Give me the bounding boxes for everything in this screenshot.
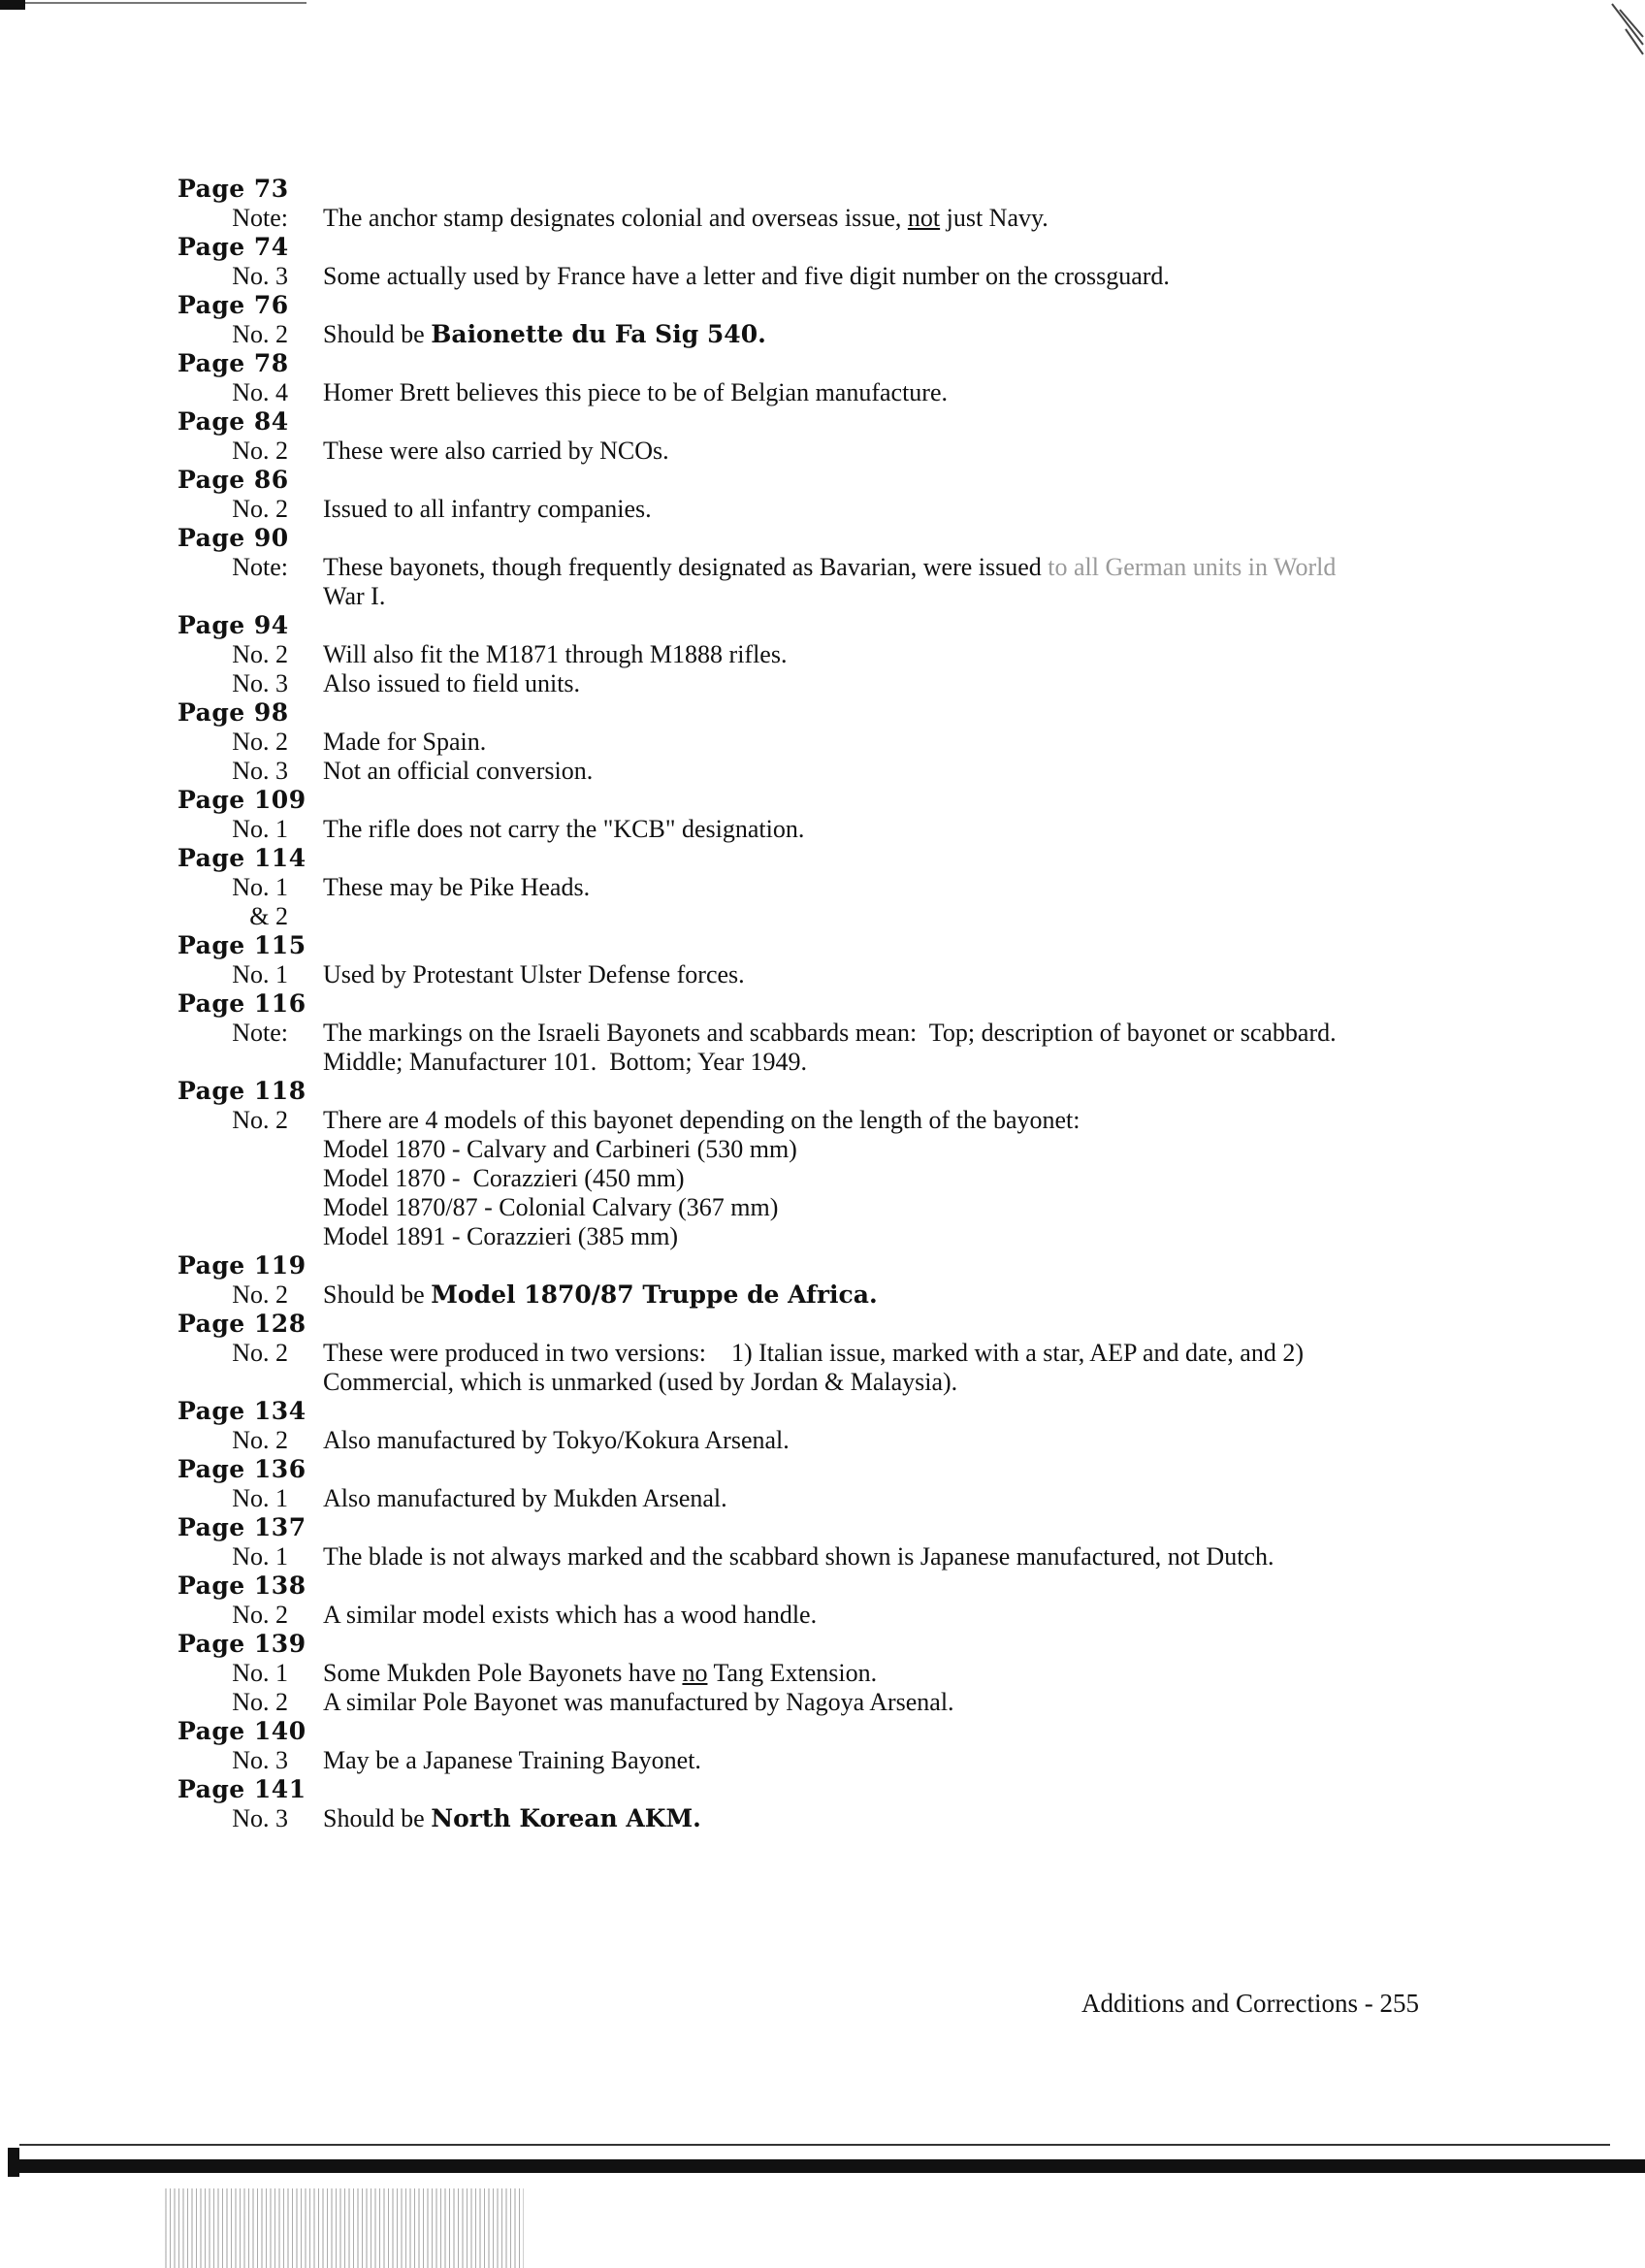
correction-row — [177, 728, 1458, 757]
scan-edge-bottom — [0, 2140, 1645, 2179]
entry — [177, 524, 1458, 611]
correction-row — [177, 960, 1458, 989]
text-segment: Tang Extension. — [707, 1659, 878, 1687]
text-segment: A similar Pole Bayonet was manufactured by Nagoya Arsenal. — [323, 1688, 954, 1716]
correction-text — [323, 1019, 1458, 1048]
item-label: No. 3 — [232, 1746, 288, 1774]
entry — [177, 1077, 1458, 1251]
page-reference: Page 76 — [177, 291, 289, 319]
text-segment: Model 1870 - Corazzieri (450 mm) — [323, 1164, 685, 1192]
item-label — [177, 582, 288, 611]
page-reference: Page 134 — [177, 1397, 306, 1425]
text-segment: May be a Japanese Training Bayonet. — [323, 1746, 701, 1774]
item-label: No. 2 — [232, 495, 288, 523]
entry — [177, 1630, 1458, 1717]
bold-text: Baionette du Fa Sig 540. — [431, 320, 766, 348]
entry — [177, 1310, 1458, 1397]
item-label: Note: — [232, 204, 288, 232]
correction-row — [177, 553, 1458, 582]
text-segment: Model 1891 - Corazzieri (385 mm) — [323, 1222, 679, 1250]
page-reference: Page 115 — [177, 931, 306, 959]
text-segment: Should be — [323, 320, 432, 348]
page-reference: Page 109 — [177, 786, 306, 814]
page-reference: Page 140 — [177, 1717, 306, 1745]
correction-row — [177, 1368, 1458, 1397]
page-reference: Page 86 — [177, 466, 289, 494]
correction-text — [323, 1135, 1458, 1164]
item-label — [177, 1368, 288, 1397]
item-label: No. 2 — [232, 1426, 288, 1454]
correction-text — [323, 1106, 1458, 1135]
correction-text — [323, 582, 1458, 611]
correction-row — [177, 1688, 1458, 1717]
correction-row — [177, 378, 1458, 407]
correction-text — [323, 757, 1458, 786]
text-segment: The blade is not always marked and the scabbard shown is Japanese manufactured, not Dutch. — [323, 1542, 1274, 1571]
correction-text — [323, 902, 1458, 931]
correction-row — [177, 669, 1458, 698]
text-segment: Made for Spain. — [323, 728, 487, 756]
correction-row — [177, 1280, 1458, 1310]
page-reference: Page 73 — [177, 175, 289, 203]
entry — [177, 1717, 1458, 1775]
text-segment: to all German units in World — [1048, 553, 1337, 581]
correction-row — [177, 1659, 1458, 1688]
item-label: No. 3 — [232, 757, 288, 785]
correction-text — [323, 669, 1458, 698]
page-reference: Page 119 — [177, 1251, 306, 1280]
page-reference: Page 128 — [177, 1310, 306, 1338]
entry — [177, 466, 1458, 524]
correction-row — [177, 1135, 1458, 1164]
page-reference: Page 116 — [177, 989, 306, 1018]
item-label: No. 2 — [232, 437, 288, 465]
correction-row — [177, 262, 1458, 291]
item-label: No. 2 — [232, 320, 288, 348]
page-reference: Page 139 — [177, 1630, 306, 1658]
text-segment: A similar model exists which has a wood handle. — [323, 1601, 818, 1629]
correction-row — [177, 1222, 1458, 1251]
item-label — [177, 1135, 288, 1164]
correction-row — [177, 1019, 1458, 1048]
correction-text — [323, 1601, 1458, 1630]
page-reference: Page 136 — [177, 1455, 306, 1483]
correction-text — [323, 1222, 1458, 1251]
correction-text — [323, 1484, 1458, 1513]
correction-row — [177, 1426, 1458, 1455]
entry — [177, 1513, 1458, 1571]
text-segment: These were produced in two versions: 1) Italian issue, marked with a star, AEP and date, and 2) — [323, 1339, 1304, 1367]
scan-noise — [165, 2188, 524, 2268]
correction-row — [177, 1484, 1458, 1513]
item-label: No. 2 — [232, 1280, 288, 1309]
text-segment: Middle; Manufacturer 101. Bottom; Year 1949. — [323, 1048, 807, 1076]
correction-row — [177, 437, 1458, 466]
entry — [177, 844, 1458, 931]
item-label: No. 2 — [232, 1339, 288, 1367]
text-segment: Commercial, which is unmarked (used by Jordan & Malaysia). — [323, 1368, 958, 1396]
correction-row — [177, 815, 1458, 844]
correction-row — [177, 204, 1458, 233]
item-label: No. 3 — [232, 669, 288, 697]
correction-text — [323, 437, 1458, 466]
item-label: No. 4 — [232, 378, 288, 406]
correction-row — [177, 1193, 1458, 1222]
correction-text — [323, 873, 1458, 902]
item-label — [177, 1164, 288, 1193]
correction-row — [177, 1164, 1458, 1193]
text-segment: Should be — [323, 1804, 432, 1832]
corrections-list — [177, 175, 1458, 1833]
entry — [177, 698, 1458, 786]
item-label: No. 1 — [232, 960, 288, 988]
entry — [177, 407, 1458, 466]
correction-row — [177, 873, 1458, 902]
item-label: No. 2 — [232, 728, 288, 756]
item-label: No. 3 — [232, 262, 288, 290]
entry — [177, 786, 1458, 844]
item-label: No. 3 — [232, 1804, 288, 1832]
page-reference: Page 138 — [177, 1571, 306, 1600]
item-label — [177, 1193, 288, 1222]
text-segment: There are 4 models of this bayonet depending on the length of the bayonet: — [323, 1106, 1081, 1134]
correction-text — [323, 728, 1458, 757]
text-segment: Should be — [323, 1280, 432, 1309]
bold-text: North Korean AKM. — [431, 1804, 701, 1832]
underlined-text: not — [907, 204, 941, 232]
entry — [177, 1455, 1458, 1513]
text-segment: The anchor stamp designates colonial and overseas issue, — [323, 204, 908, 232]
correction-text — [323, 553, 1458, 582]
text-segment: Some actually used by France have a letter and five digit number on the crossguard. — [323, 262, 1170, 290]
text-segment: These bayonets, though frequently designated as Bavarian, were issued — [323, 553, 1048, 581]
correction-row — [177, 582, 1458, 611]
entry — [177, 1251, 1458, 1310]
text-segment: just Navy. — [940, 204, 1048, 232]
correction-text — [323, 1688, 1458, 1717]
item-label: Note: — [232, 553, 288, 581]
text-segment: These may be Pike Heads. — [323, 873, 591, 901]
correction-row — [177, 1106, 1458, 1135]
correction-text — [323, 204, 1458, 233]
correction-text — [323, 1746, 1458, 1775]
text-segment: Also manufactured by Tokyo/Kokura Arsenal. — [323, 1426, 790, 1454]
correction-text — [323, 1542, 1458, 1571]
text-segment: The rifle does not carry the "KCB" designation. — [323, 815, 805, 843]
scan-mark-top-left — [0, 0, 310, 16]
item-label: No. 1 — [232, 1542, 288, 1571]
item-label: & 2 — [249, 902, 288, 930]
text-segment: These were also carried by NCOs. — [323, 437, 669, 465]
page-reference: Page 114 — [177, 844, 306, 872]
page-reference: Page 137 — [177, 1513, 306, 1541]
correction-row — [177, 1601, 1458, 1630]
correction-row — [177, 1542, 1458, 1571]
item-label: Note: — [232, 1019, 288, 1047]
text-segment: Also issued to field units. — [323, 669, 581, 697]
item-label — [177, 1222, 288, 1251]
entry — [177, 175, 1458, 233]
bold-text: Model 1870/87 Truppe de Africa. — [431, 1280, 878, 1309]
correction-text — [323, 1164, 1458, 1193]
entry — [177, 291, 1458, 349]
item-label: No. 2 — [232, 640, 288, 668]
page-reference: Page 78 — [177, 349, 289, 377]
correction-row — [177, 1746, 1458, 1775]
page-reference: Page 98 — [177, 698, 289, 727]
text-segment: Will also fit the M1871 through M1888 rifles. — [323, 640, 788, 668]
page-reference: Page 84 — [177, 407, 289, 436]
scan-mark-top-right — [1606, 0, 1645, 58]
item-label: No. 1 — [232, 873, 288, 901]
text-segment: Some Mukden Pole Bayonets have — [323, 1659, 683, 1687]
correction-text — [323, 1659, 1458, 1688]
page-reference: Page 141 — [177, 1775, 306, 1803]
correction-row — [177, 902, 1458, 931]
entry — [177, 349, 1458, 407]
page-reference: Page 74 — [177, 233, 289, 261]
correction-text — [323, 320, 1458, 349]
text-segment: Model 1870 - Calvary and Carbineri (530 mm) — [323, 1135, 797, 1163]
underlined-text: no — [682, 1659, 708, 1687]
correction-text — [323, 1280, 1458, 1310]
text-segment: Issued to all infantry companies. — [323, 495, 652, 523]
item-label: No. 2 — [232, 1601, 288, 1629]
correction-text — [323, 1193, 1458, 1222]
entry — [177, 611, 1458, 698]
correction-text — [323, 1368, 1458, 1397]
entry — [177, 931, 1458, 989]
entry — [177, 1397, 1458, 1455]
item-label: No. 2 — [232, 1106, 288, 1134]
correction-text — [323, 815, 1458, 844]
correction-row — [177, 640, 1458, 669]
text-segment: Also manufactured by Mukden Arsenal. — [323, 1484, 727, 1512]
text-segment: Not an official conversion. — [323, 757, 594, 785]
entry — [177, 1775, 1458, 1833]
page-reference: Page 118 — [177, 1077, 306, 1105]
item-label: No. 2 — [232, 1688, 288, 1716]
correction-text — [323, 1426, 1458, 1455]
correction-row — [177, 1804, 1458, 1833]
correction-text — [323, 262, 1458, 291]
correction-text — [323, 1339, 1458, 1368]
entry — [177, 233, 1458, 291]
correction-text — [323, 640, 1458, 669]
correction-row — [177, 757, 1458, 786]
page-reference: Page 90 — [177, 524, 289, 552]
entry — [177, 1571, 1458, 1630]
page-reference: Page 94 — [177, 611, 289, 639]
correction-text — [323, 378, 1458, 407]
correction-row — [177, 1048, 1458, 1077]
item-label: No. 1 — [232, 1659, 288, 1687]
correction-row — [177, 495, 1458, 524]
text-segment: Model 1870/87 - Colonial Calvary (367 mm) — [323, 1193, 779, 1221]
text-segment: Used by Protestant Ulster Defense forces. — [323, 960, 745, 988]
item-label — [177, 1048, 288, 1077]
correction-text — [323, 495, 1458, 524]
text-segment: War I. — [323, 582, 386, 610]
item-label: No. 1 — [232, 815, 288, 843]
correction-text — [323, 960, 1458, 989]
correction-text — [323, 1048, 1458, 1077]
entry — [177, 989, 1458, 1077]
text-segment: Homer Brett believes this piece to be of Belgian manufacture. — [323, 378, 948, 406]
page-footer: Additions and Corrections - 255 — [1081, 1989, 1419, 2018]
text-segment: The markings on the Israeli Bayonets and scabbards mean: Top; description of bayonet or scabbard. — [323, 1019, 1337, 1047]
correction-row — [177, 1339, 1458, 1368]
correction-text — [323, 1804, 1458, 1833]
correction-row — [177, 320, 1458, 349]
item-label: No. 1 — [232, 1484, 288, 1512]
